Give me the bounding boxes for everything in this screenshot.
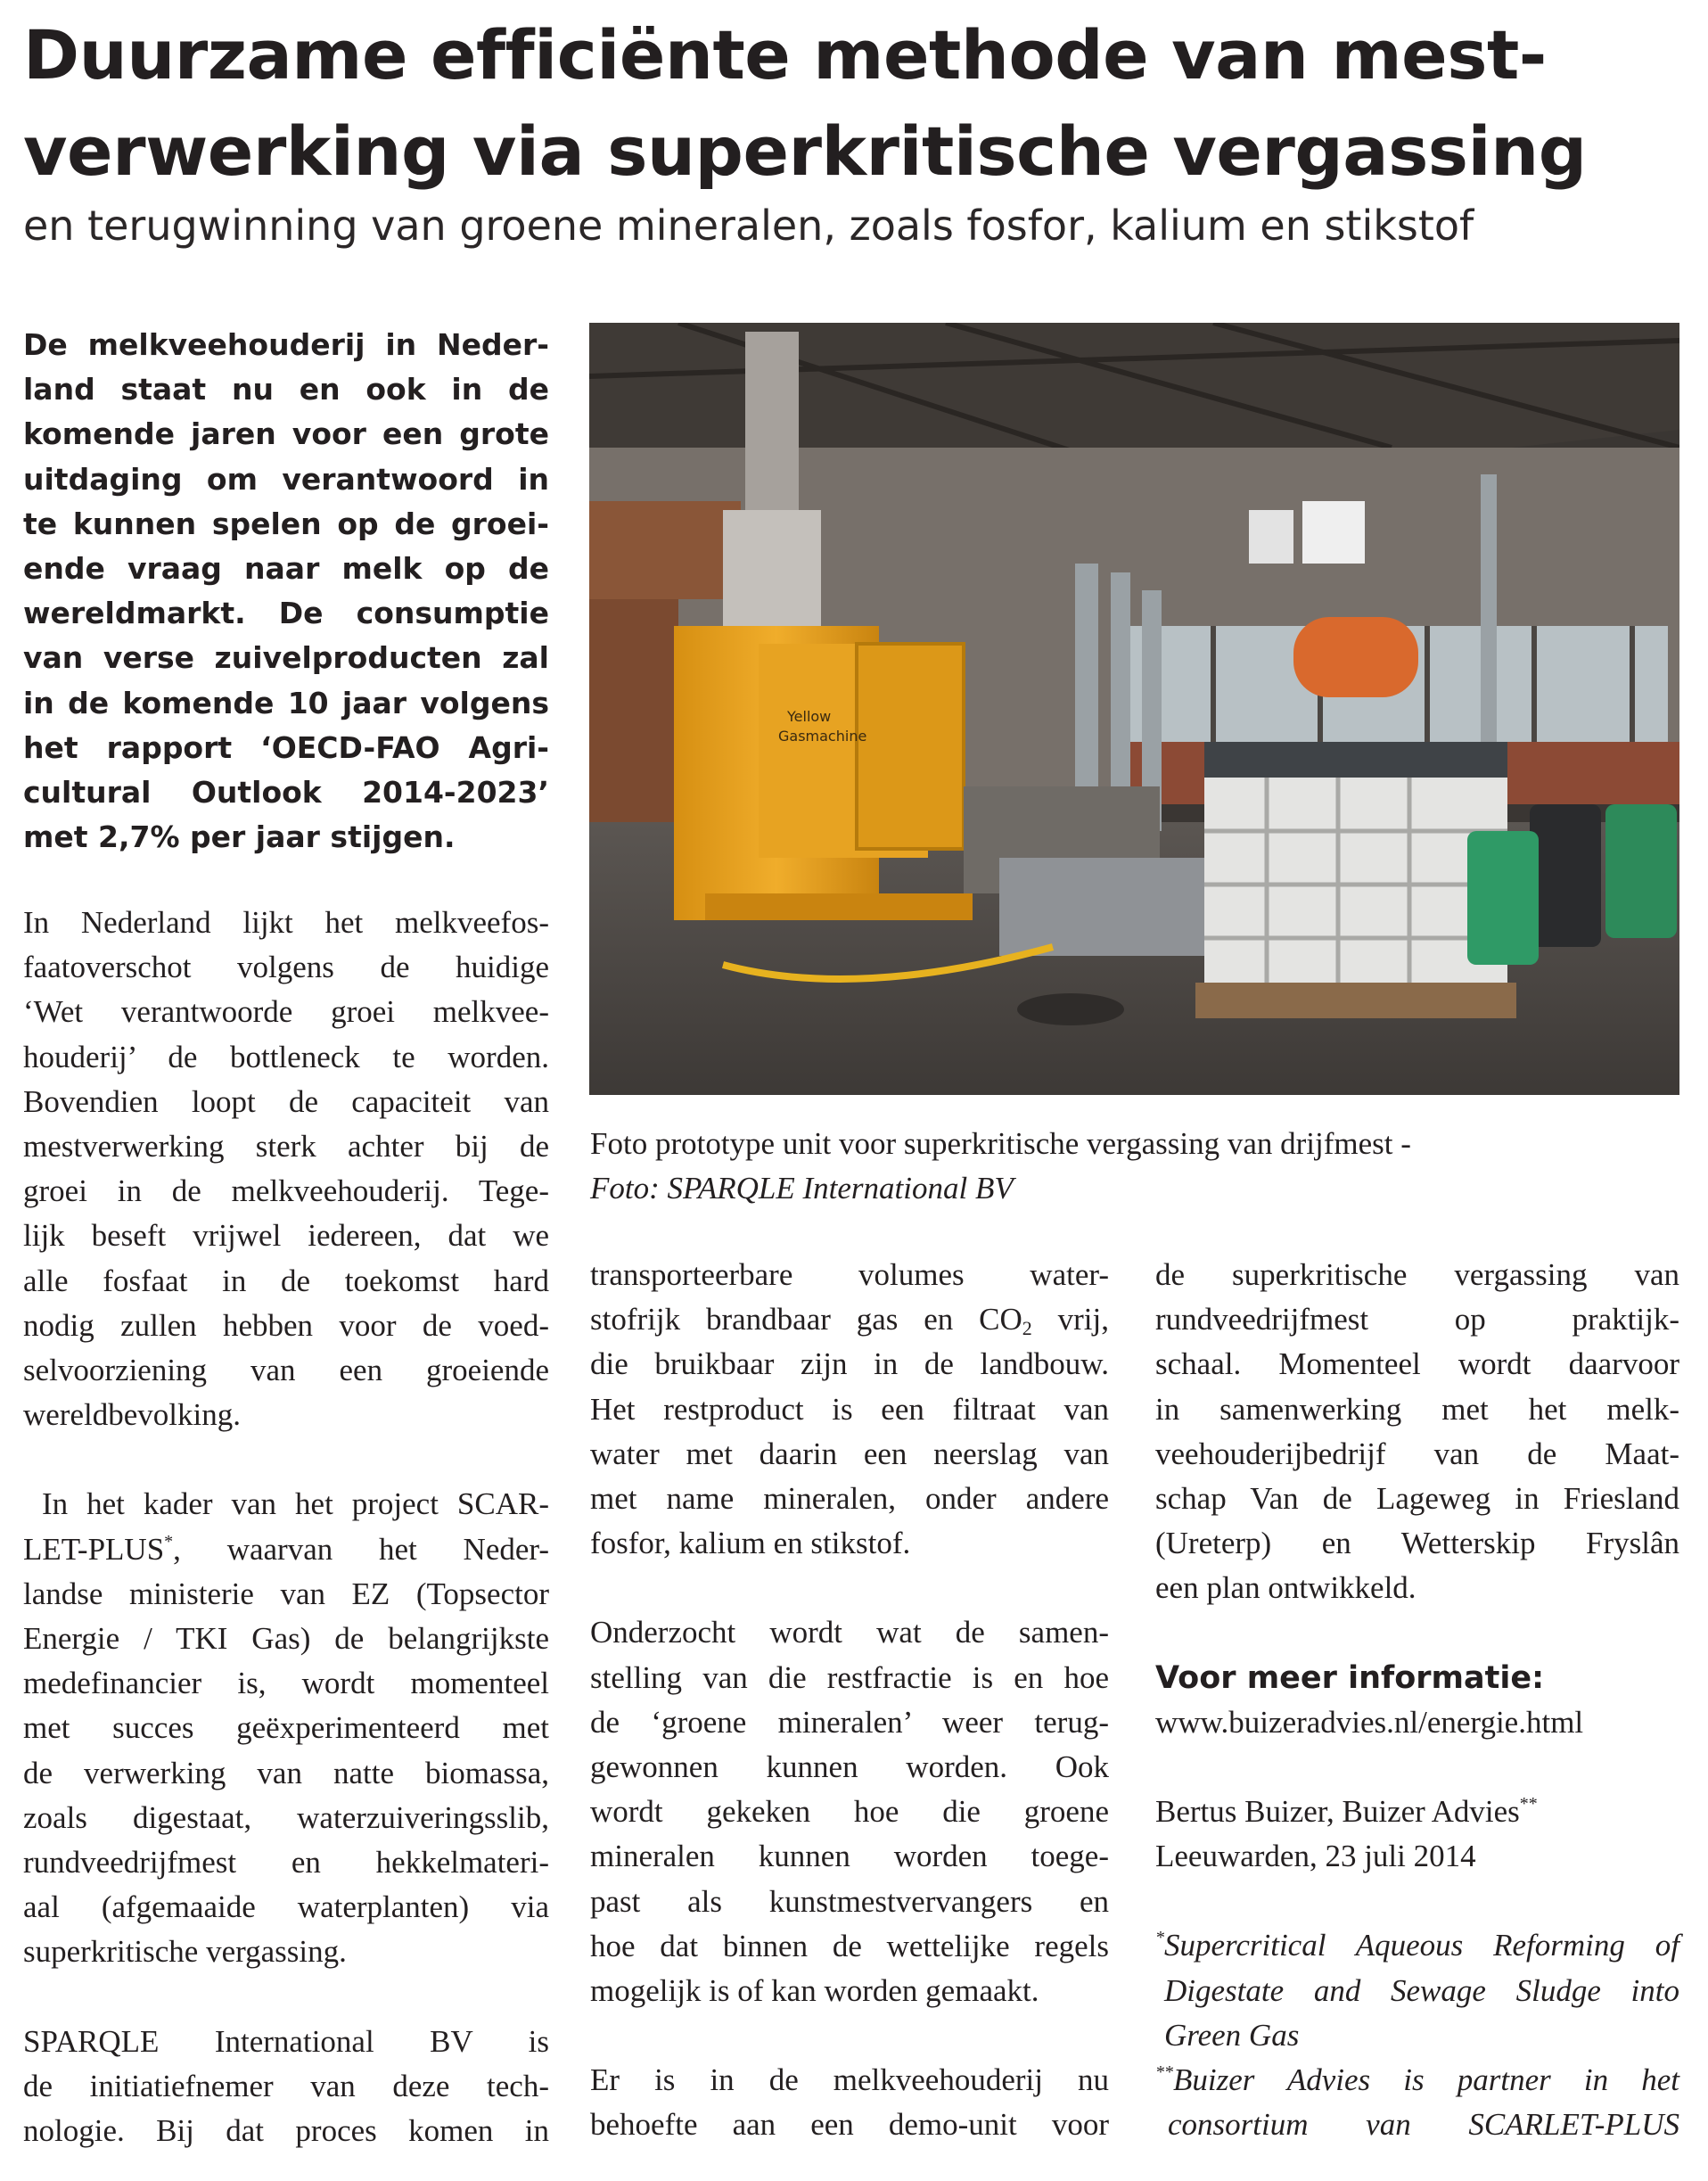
body-line: mestverwerking sterk achter bij de <box>23 1129 549 1165</box>
body-line: in samenwerking met het melk- <box>1155 1391 1679 1427</box>
body-line: Onderzocht wordt wat de samen- <box>590 1615 1109 1650</box>
project-name: LET-PLUS <box>23 1531 165 1567</box>
body-line: die bruikbaar zijn in de landbouw. <box>590 1346 1109 1382</box>
body-line: mineralen kunnen worden toege- <box>590 1839 1109 1874</box>
info-heading: Voor meer informatie: <box>1155 1659 1545 1696</box>
column-2 <box>590 1253 1109 2148</box>
prototype-photo <box>589 323 1679 1095</box>
footnote-line: Green Gas <box>1164 2017 1300 2053</box>
column-3 <box>1155 1253 1679 2147</box>
article-subtitle: en terugwinning van groene mineralen, zoals fosfor, kalium en stikstof <box>23 202 1474 250</box>
intro-line: uitdaging om verantwoord in <box>23 461 549 497</box>
intro-line: cultural Outlook 2014-2023’ <box>23 775 549 811</box>
intro-line: in de komende 10 jaar volgens <box>23 685 549 720</box>
intro-line: met 2,7% per jaar stijgen. <box>23 819 456 855</box>
body-line: In het kader van het project SCAR- <box>23 1486 549 1522</box>
body-text: stofrijk brandbaar gas en CO <box>590 1302 1022 1337</box>
machine-label: Yellow <box>787 708 832 725</box>
gasification-unit-illustration <box>589 323 1679 1095</box>
body-line: schap Van de Lageweg in Friesland <box>1155 1481 1679 1517</box>
footnote-2 <box>1155 2058 1679 2103</box>
body-line: de verwerking van natte biomassa, <box>23 1755 549 1790</box>
footnote-text: Buizer Advies is partner in het <box>1173 2062 1679 2098</box>
body-line: In Nederland lijkt het melkveefos- <box>23 905 549 940</box>
body-line: de initiatiefnemer van deze tech- <box>23 2068 549 2103</box>
body-line: zoals digestaat, waterzuiveringsslib, <box>23 1799 549 1835</box>
intro-line: ende vraag naar melk op de <box>23 551 549 587</box>
body-line: de ‘groene mineralen’ weer terug- <box>590 1704 1109 1740</box>
info-url: www.buizeradvies.nl/energie.html <box>1155 1704 1584 1740</box>
body-line: aal (afgemaaide waterplanten) via <box>23 1889 549 1925</box>
intro-line: te kunnen spelen op de groei- <box>23 506 549 541</box>
photo-credit: Foto: SPARQLE International BV <box>590 1171 1014 1206</box>
machine-label: Gasmachine <box>778 728 867 745</box>
body-line: Energie / TKI Gas) de belangrijkste <box>23 1621 549 1657</box>
body-line: met name mineralen, onder andere <box>590 1481 1109 1517</box>
body-line: landse ministerie van EZ (Topsector <box>23 1576 549 1611</box>
body-line: mogelijk is of kan worden gemaakt. <box>590 1973 1039 2009</box>
body-line <box>23 1527 549 1572</box>
footnote-1 <box>1155 1923 1679 1968</box>
author-name: Bertus Buizer, Buizer Advies <box>1155 1794 1520 1830</box>
body-line: een plan ontwikkeld. <box>1155 1570 1416 1606</box>
intro-line: het rapport ‘OECD-FAO Agri- <box>23 729 549 765</box>
body-text: vrij, <box>1031 1302 1109 1337</box>
body-line: Het restproduct is een filtraat van <box>590 1391 1109 1427</box>
body-line: rundveedrijfmest op praktijk- <box>1155 1302 1679 1337</box>
body-text: , waarvan het Neder- <box>173 1531 549 1567</box>
body-line: transporteerbare volumes water- <box>590 1257 1109 1292</box>
article-title <box>23 7 1699 200</box>
body-line: ‘Wet verantwoorde groei melkvee- <box>23 994 549 1030</box>
intro-line: komende jaren voor een grote <box>23 416 549 452</box>
body-line: de superkritische vergassing van <box>1155 1257 1679 1292</box>
body-line: Er is in de melkveehouderij nu <box>590 2062 1109 2098</box>
place-date: Leeuwarden, 23 juli 2014 <box>1155 1839 1476 1874</box>
body-line: fosfor, kalium en stikstof. <box>590 1526 911 1561</box>
intro-line: van verse zuivelproducten zal <box>23 640 549 676</box>
body-line: lijk beseft vrijwel iedereen, dat we <box>23 1218 549 1254</box>
column-1 <box>23 901 549 2153</box>
title-line: verwerking via superkritische vergassing <box>23 111 1587 191</box>
body-line: (Ureterp) en Wetterskip Fryslân <box>1155 1526 1679 1561</box>
footnote-marker: ** <box>1519 1794 1538 1815</box>
body-line: met succes geëxperimenteerd met <box>23 1710 549 1746</box>
body-line: wordt gekeken hoe die groene <box>590 1794 1109 1830</box>
body-line: nologie. Bij dat proces komen in <box>23 2113 549 2149</box>
footnote-line: Digestate and Sewage Sludge into <box>1164 1972 1679 2008</box>
intro-line: land staat nu en ook in de <box>23 372 549 407</box>
body-line: gewonnen kunnen worden. Ook <box>590 1749 1109 1785</box>
photo-caption <box>590 1122 1687 1211</box>
intro-line: wereldmarkt. De consumptie <box>23 596 549 631</box>
body-line: houderij’ de bottleneck te worden. <box>23 1039 549 1074</box>
body-line: rundveedrijfmest en hekkelmateri- <box>23 1845 549 1881</box>
subscript: 2 <box>1022 1317 1032 1340</box>
title-line: Duurzame efficiënte methode van mest- <box>23 15 1547 95</box>
body-line: schaal. Momenteel wordt daarvoor <box>1155 1346 1679 1382</box>
caption-text: Foto prototype unit voor superkritische vergassing van drijfmest - <box>590 1126 1411 1161</box>
author <box>1155 1790 1679 1834</box>
body-line: past als kunstmestvervangers en <box>590 1883 1109 1919</box>
body-line: medefinancier is, wordt momenteel <box>23 1666 549 1701</box>
body-line: nodig zullen hebben voor de voed- <box>23 1307 549 1343</box>
body-line: selvoorziening van een groeiende <box>23 1353 549 1388</box>
body-line: stelling van die restfractie is en hoe <box>590 1659 1109 1695</box>
body-line: groei in de melkveehouderij. Tege- <box>23 1173 549 1209</box>
body-line: water met daarin een neerslag van <box>590 1436 1109 1471</box>
body-line: alle fosfaat in de toekomst hard <box>23 1263 549 1298</box>
footnote-text: Supercritical Aqueous Reforming of <box>1164 1928 1679 1963</box>
footnote-marker: * <box>164 1531 174 1551</box>
footnote-line: consortium van SCARLET-PLUS <box>1168 2107 1679 2143</box>
body-line: superkritische vergassing. <box>23 1934 347 1970</box>
body-line: hoe dat binnen de wettelijke regels <box>590 1928 1109 1963</box>
footnote-marker: * <box>1155 1928 1164 1948</box>
body-line: faatoverschot volgens de huidige <box>23 950 549 985</box>
body-line: veehouderijbedrijf van de Maat- <box>1155 1436 1679 1471</box>
intro-line: De melkveehouderij in Neder- <box>23 327 549 362</box>
body-line <box>590 1297 1109 1342</box>
body-line: SPARQLE International BV is <box>23 2023 549 2059</box>
footnote-marker: ** <box>1155 2062 1173 2083</box>
intro-paragraph <box>23 323 549 860</box>
body-line: wereldbevolking. <box>23 1397 241 1433</box>
body-line: Bovendien loopt de capaciteit van <box>23 1083 549 1119</box>
body-line: behoefte aan een demo-unit voor <box>590 2107 1109 2143</box>
